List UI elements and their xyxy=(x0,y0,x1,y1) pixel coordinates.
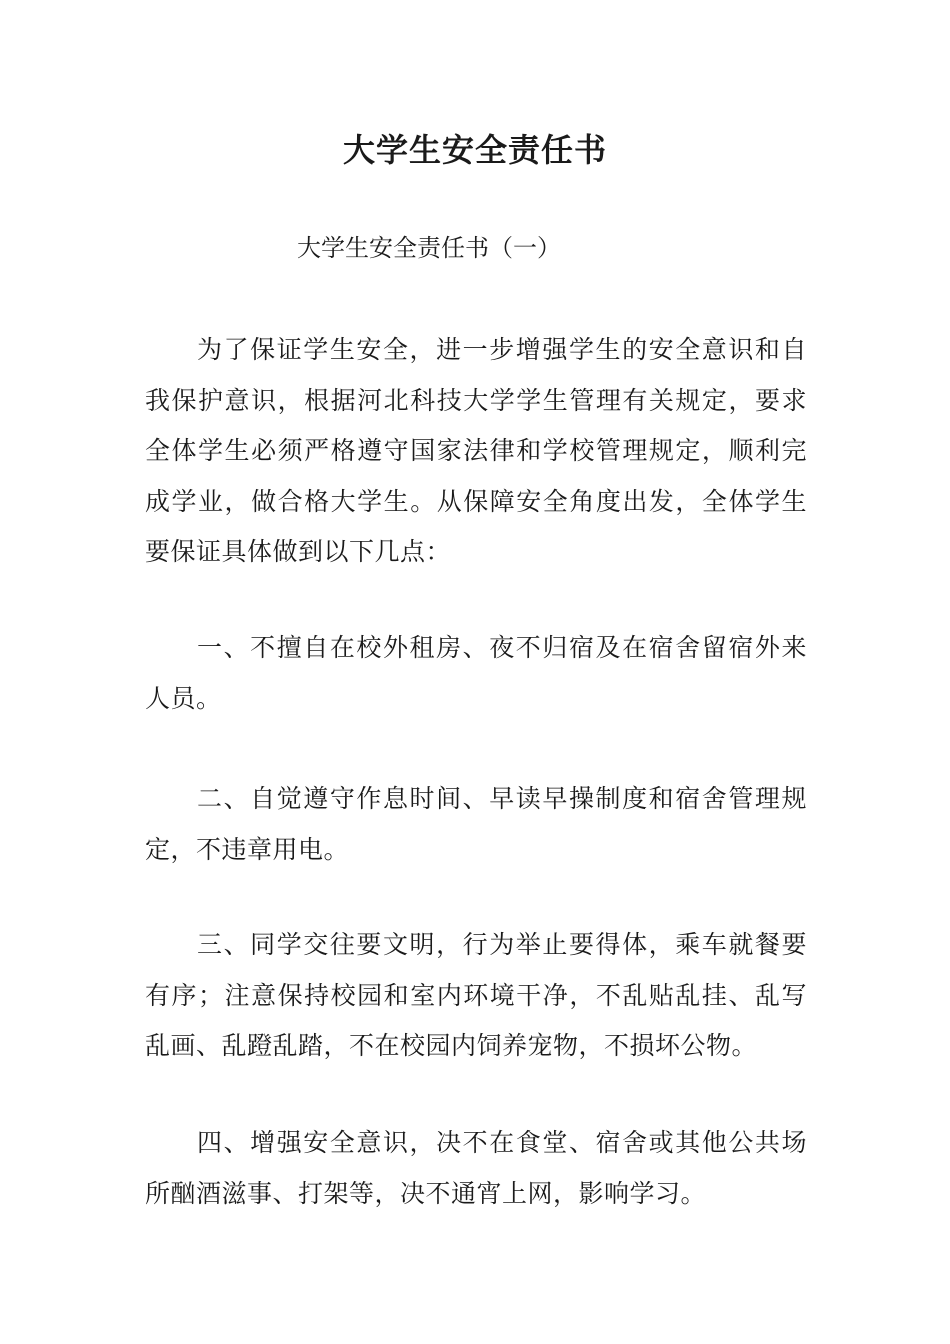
rule-item-3: 三、同学交往要文明，行为举止要得体，乘车就餐要有序；注意保持校园和室内环境干净，不乱贴乱挂、乱写乱画、乱蹬乱踏，不在校园内饲养宠物，不损坏公物。 xyxy=(145,930,807,1060)
intro-paragraph: 为了保证学生安全，进一步增强学生的安全意识和自我保护意识，根据河北科技大学学生管理有关规定，要求全体学生必须严格遵守国家法律和学校管理规定，顺利完成学业，做合格大学生。从保障安全角度出发，全体学生要保证具体做到以下几点： xyxy=(145,335,807,566)
rule-item-1: 一、不擅自在校外租房、夜不归宿及在宿舍留宿外来人员。 xyxy=(145,633,807,713)
rule-item-2: 二、自觉遵守作息时间、早读早操制度和宿舍管理规定，不违章用电。 xyxy=(145,784,807,864)
rule-item-4: 四、增强安全意识，决不在食堂、宿舍或其他公共场所酗酒滋事、打架等，决不通宵上网，影响学习。 xyxy=(145,1128,807,1208)
document-subtitle: 大学生安全责任书（一） xyxy=(297,234,561,262)
document-title: 大学生安全责任书 xyxy=(342,131,607,169)
